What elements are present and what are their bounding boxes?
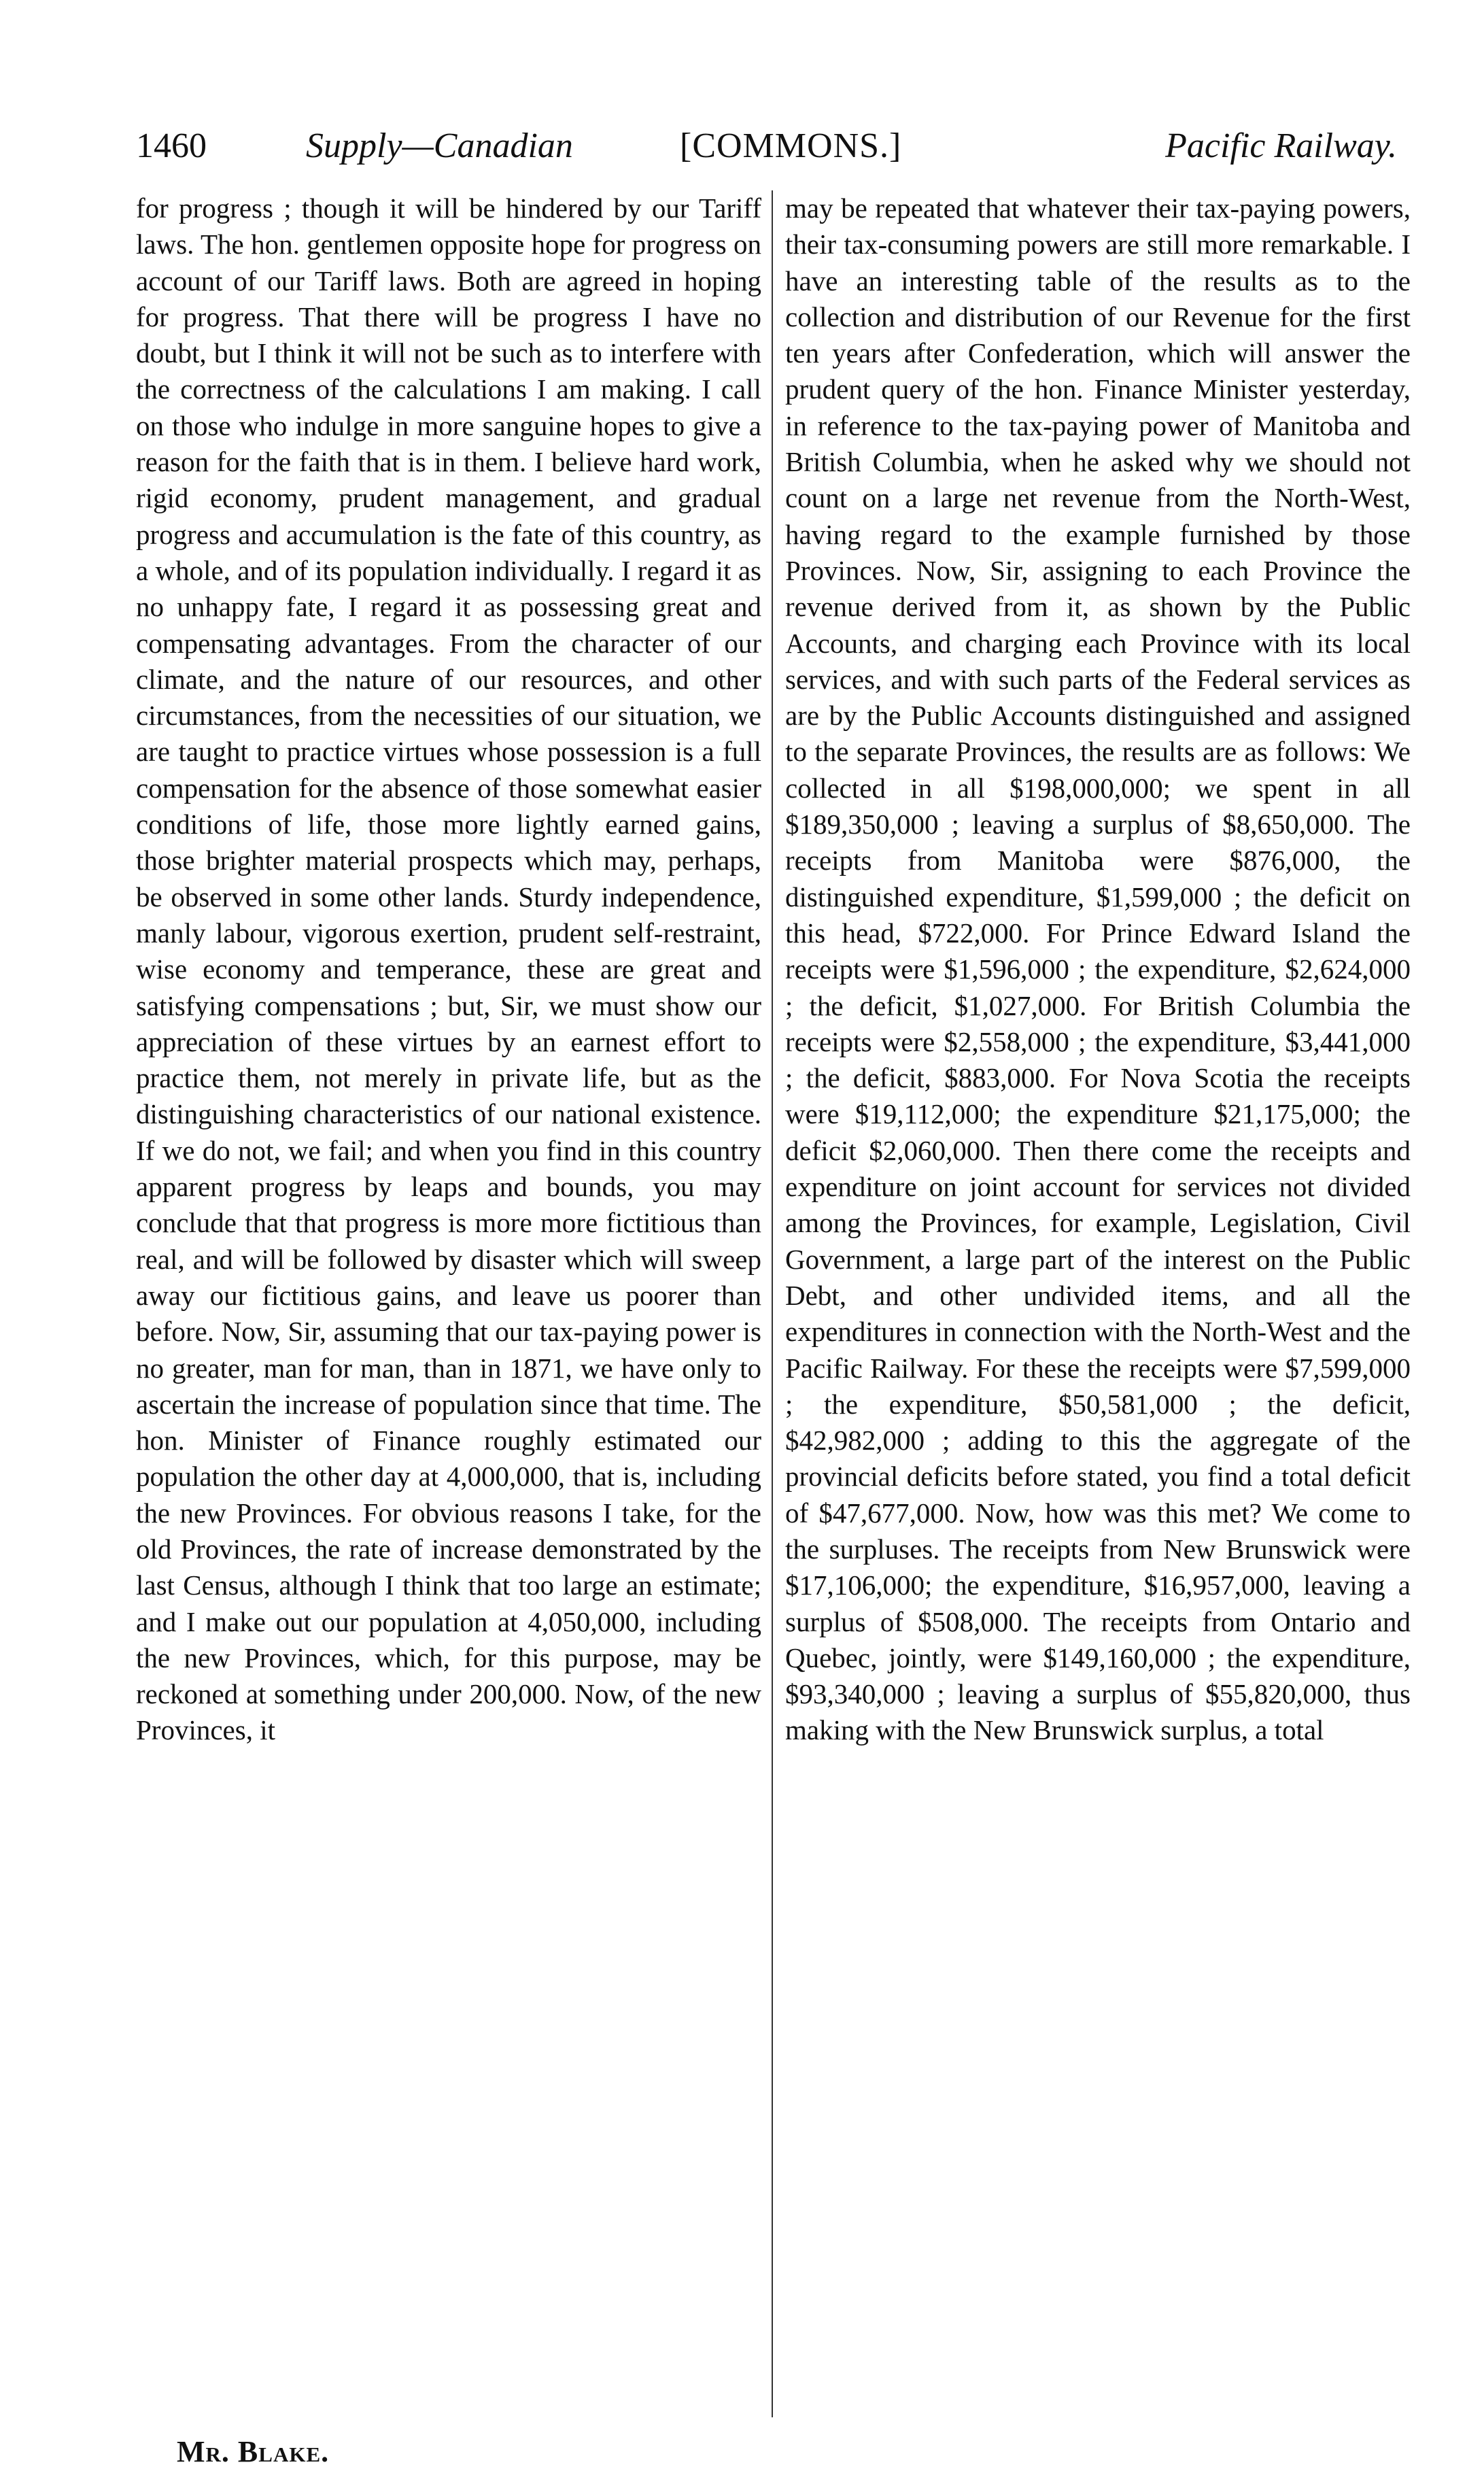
page-number: 1460: [136, 126, 207, 165]
speaker-footer: Mr. Blake.: [177, 2435, 330, 2468]
column-divider: [772, 190, 773, 2417]
header-center-title: [COMMONS.]: [680, 126, 902, 165]
running-header: [136, 116, 1411, 177]
header-left-title: Supply—Canadian: [306, 126, 573, 165]
hansard-page: [136, 116, 1411, 2468]
header-right-title: Pacific Railway.: [1165, 126, 1397, 165]
right-column-text: may be repeated that whatever their tax-paying powers, their tax-consuming powers are still more remarkable. I have an interesting table of the results as to the collection and distribution of our Revenue for the first ten years after Confederation, which will answer the prudent query of the hon. Finance Minister yesterday, in reference to the tax-paying power of Manitoba and British Columbia, when he asked why we should not count on a large net revenue from the North-West, having regard to the example furnished by those Provinces. Now, Sir, assigning to each Province the revenue derived from it, as shown by the Public Accounts, and charging each Province with its local services, and with such parts of the Federal services as are by the Public Accounts distinguished and assigned to the separate Provinces, the results are as follows: We collected in all $198,000,000; we spent in all $189,350,000 ; leaving a surplus of $8,650,000. The receipts from Manitoba were $876,000, the distinguished expenditure, $1,599,000 ; the deficit on this head, $722,000. For Prince Edward Island the receipts were $1,596,000 ; the expenditure, $2,624,000 ; the deficit, $1,027,000. For British Columbia the receipts were $2,558,000 ; the expenditure, $3,441,000 ; the deficit, $883,000. For Nova Scotia the receipts were $19,112,000; the expenditure $21,175,000; the deficit $2,060,000. Then there come the receipts and expenditure on joint account for services not divided among the Provinces, for example, Legislation, Civil Government, a large part of the interest on the Public Debt, and other undivided items, and all the expenditures in connection with the North-West and the Pacific Railway. For these the receipts were $7,599,000 ; the expenditure, $50,581,000 ; the deficit, $42,982,000 ; adding to this the aggregate of the provincial deficits before stated, you find a total deficit of $47,677,000. Now, how was this met? We come to the surpluses. The receipts from New Brunswick were $17,106,000; the expenditure, $16,957,000, leaving a surplus of $508,000. The receipts from Ontario and Quebec, jointly, were $149,160,000 ; the expenditure, $93,340,000 ; leaving a surplus of $55,820,000, thus making with the New Brunswick surplus, a total: [785, 192, 1411, 1746]
left-column-text: for progress ; though it will be hindered by our Tariff laws. The hon. gentlemen opposite hope for progress on account of our Tariff laws. Both are agreed in hoping for progress. That there will be progress I have no doubt, but I think it will not be such as to interfere with the correctness of the calculations I am making. I call on those who indulge in more sanguine hopes to give a reason for the faith that is in them. I believe hard work, rigid economy, prudent management, and gradual progress and accumulation is the fate of this country, as a whole, and of its population individually. I regard it as no unhappy fate, I regard it as possessing great and compensating advantages. From the character of our climate, and the nature of our resources, and other circumstances, from the necessities of our situation, we are taught to practice virtues whose possession is a full compensation for the absence of those somewhat easier conditions of life, those more lightly earned gains, those brighter material prospects which may, perhaps, be observed in some other lands. Sturdy independence, manly labour, vigorous exertion, prudent self-restraint, wise economy and temperance, these are great and satisfying compensations ; but, Sir, we must show our appreciation of these virtues by an earnest effort to practice them, not merely in private life, but as the distinguishing characteristics of our national existence. If we do not, we fail; and when you find in this country apparent progress by leaps and bounds, you may conclude that that progress is more more fictitious than real, and will be followed by disaster which will sweep away our fictitious gains, and leave us poorer than before. Now, Sir, assuming that our tax-paying power is no greater, man for man, than in 1871, we have only to ascertain the increase of population since that time. The hon. Minister of Finance roughly estimated our population the other day at 4,000,000, that is, including the new Provinces. For obvious reasons I take, for the old Provinces, the rate of increase demonstrated by the last Census, although I think that too large an estimate; and I make out our population at 4,050,000, including the new Provinces, which, for this purpose, may be reckoned at something under 200,000. Now, of the new Provinces, it: [136, 192, 761, 1746]
